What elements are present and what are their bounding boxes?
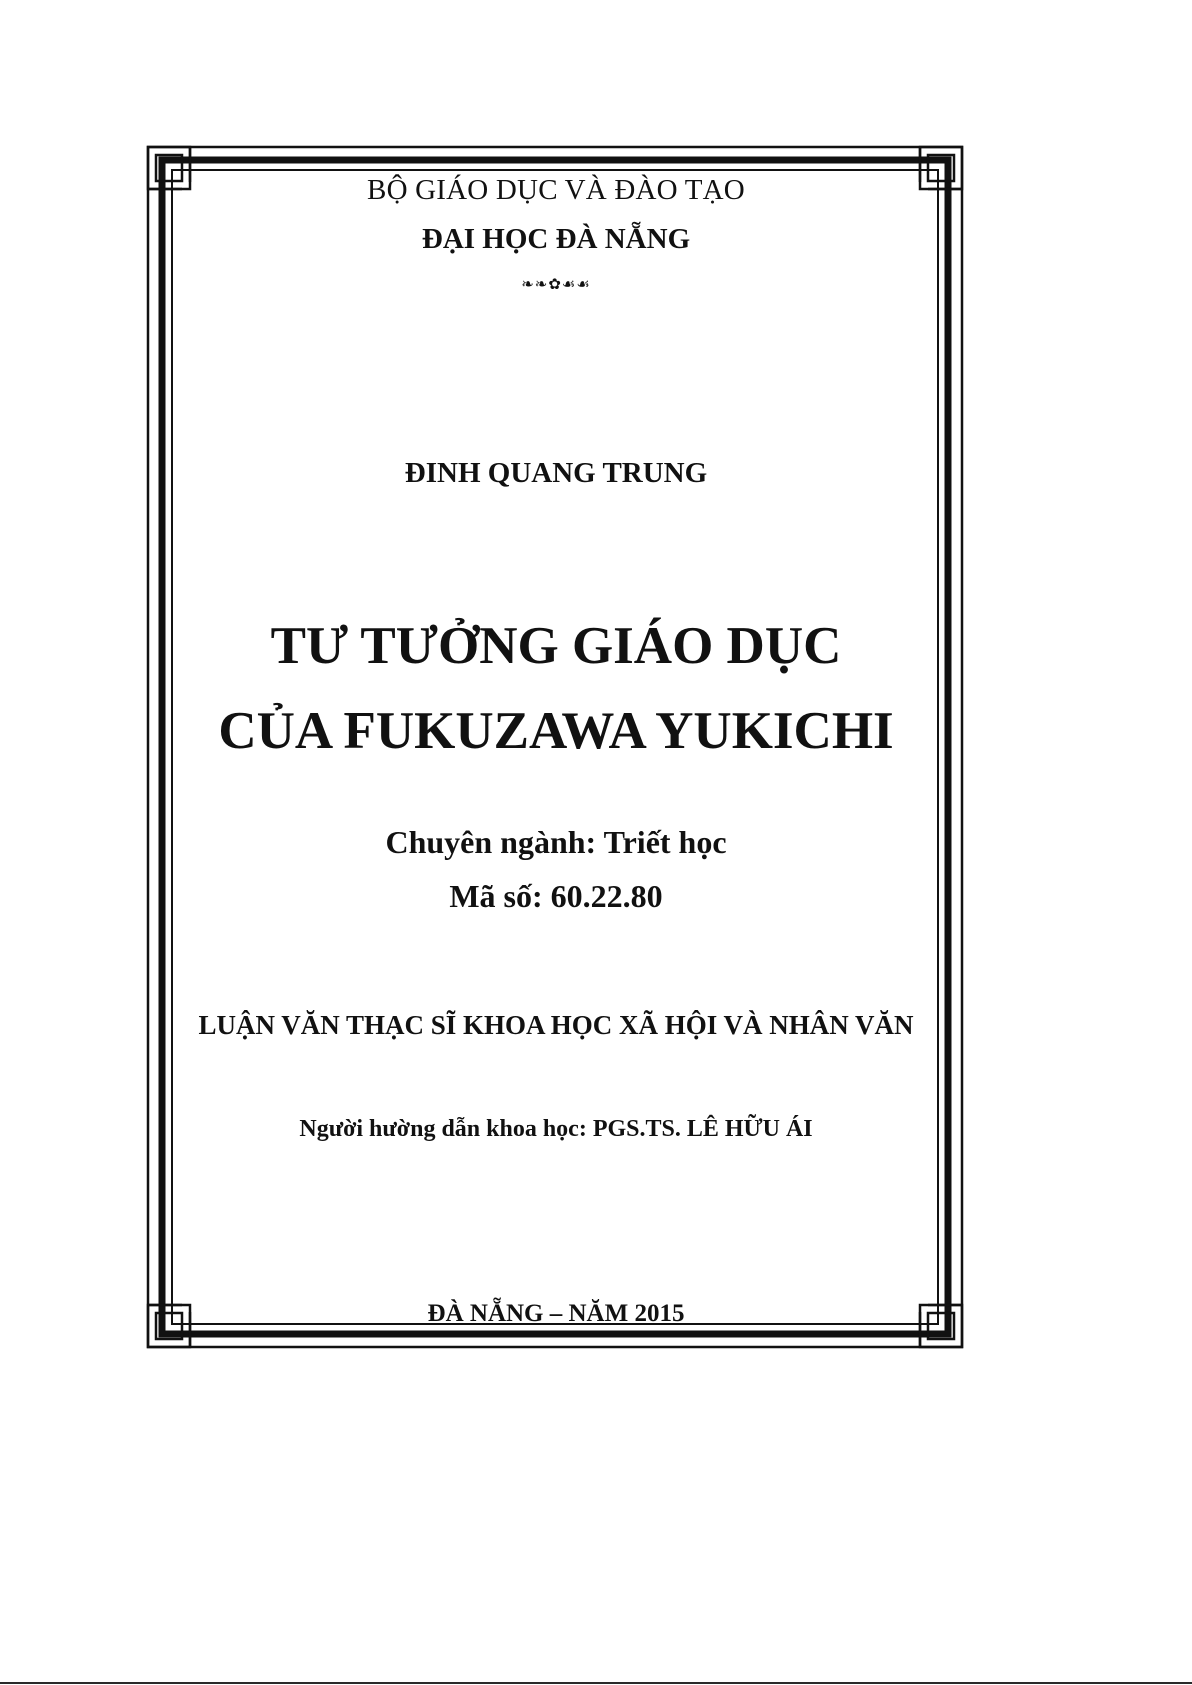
university-heading: ĐẠI HỌC ĐÀ NẴNG — [421, 223, 691, 255]
advisor-line: Người hường dẫn khoa học: PGS.TS. LÊ HỮU ÁI — [299, 1116, 813, 1142]
divider-ornament: ❧❧✿☙☙ — [521, 277, 591, 293]
major-label: Chuyên ngành: Triết học — [385, 824, 727, 860]
page-bottom-edge — [0, 1682, 1192, 1684]
thesis-title-line-1: TƯ TƯỞNG GIÁO DỤC — [270, 617, 842, 675]
major-code: Mã số: 60.22.80 — [449, 878, 663, 914]
thesis-title — [146, 604, 966, 774]
place-and-year: ĐÀ NẴNG – NĂM 2015 — [427, 1300, 685, 1327]
thesis-title-line-2: CỦA FUKUZAWA YUKICHI — [218, 702, 894, 760]
degree-type: LUẬN VĂN THẠC SĨ KHOA HỌC XÃ HỘI VÀ NHÂN VĂN — [198, 1010, 914, 1040]
author-name: ĐINH QUANG TRUNG — [404, 457, 708, 489]
ministry-heading: BỘ GIÁO DỤC VÀ ĐÀO TẠO — [367, 174, 745, 206]
